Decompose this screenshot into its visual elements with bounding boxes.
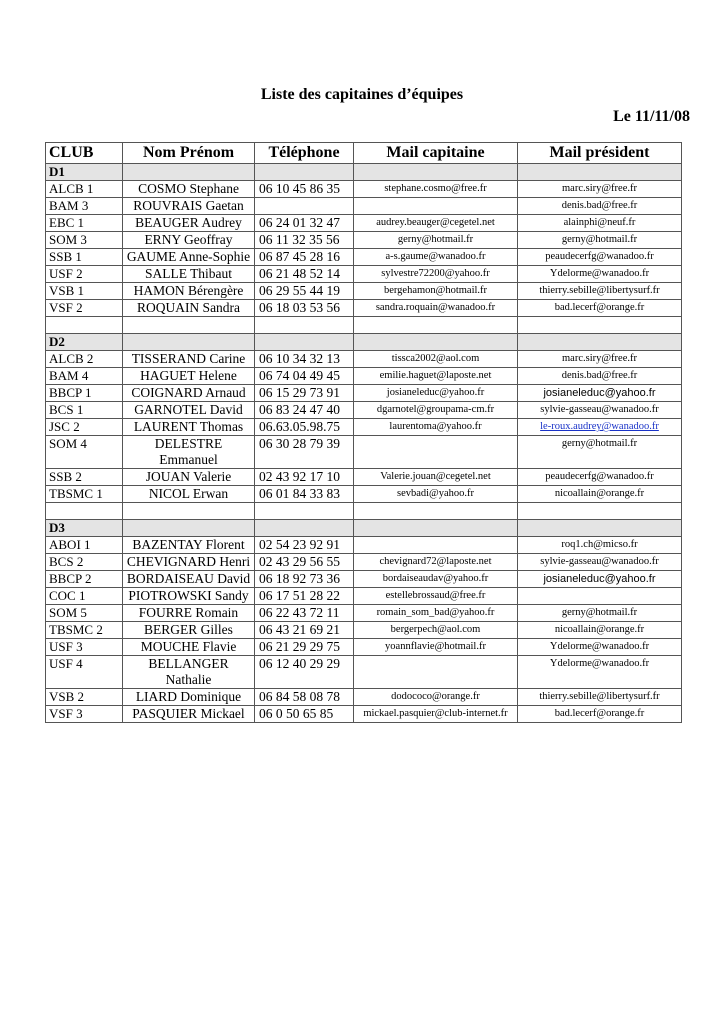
spacer-row <box>46 503 682 520</box>
table-row <box>46 469 682 486</box>
table-row <box>46 706 682 723</box>
name-cell: LAURENT Thomas <box>123 419 255 436</box>
empty-cell <box>255 503 354 520</box>
table-row <box>46 537 682 554</box>
captain-mail-cell: Valerie.jouan@cegetel.net <box>354 469 518 486</box>
empty-cell <box>123 503 255 520</box>
name-cell: HAMON Bérengère <box>123 283 255 300</box>
header-mail-president: Mail président <box>518 143 682 164</box>
name-cell: BAZENTAY Florent <box>123 537 255 554</box>
header-mail-captain: Mail capitaine <box>354 143 518 164</box>
club-cell: USF 3 <box>46 639 123 656</box>
captain-mail-cell: yoannflavie@hotmail.fr <box>354 639 518 656</box>
division-header-row <box>46 334 682 351</box>
table-body <box>46 164 682 723</box>
header-club: CLUB <box>46 143 123 164</box>
phone-cell: 06 0 50 65 85 <box>255 706 354 723</box>
president-mail-cell: bad.lecerf@orange.fr <box>518 706 682 723</box>
captain-mail-cell: bordaiseaudav@yahoo.fr <box>354 571 518 588</box>
captain-mail-cell: josianeleduc@yahoo.fr <box>354 385 518 402</box>
club-cell: BBCP 2 <box>46 571 123 588</box>
table-row <box>46 368 682 385</box>
empty-cell <box>354 164 518 181</box>
name-cell: DELESTRE Emmanuel <box>123 436 255 469</box>
name-cell: LIARD Dominique <box>123 689 255 706</box>
club-cell: SOM 5 <box>46 605 123 622</box>
name-cell: ROUVRAIS Gaetan <box>123 198 255 215</box>
name-cell: COIGNARD Arnaud <box>123 385 255 402</box>
captain-mail-cell <box>354 656 518 689</box>
phone-cell: 06 10 34 32 13 <box>255 351 354 368</box>
president-mail-cell: Ydelorme@wanadoo.fr <box>518 266 682 283</box>
president-mail-cell: marc.siry@free.fr <box>518 351 682 368</box>
club-cell: ABOI 1 <box>46 537 123 554</box>
phone-cell: 02 43 92 17 10 <box>255 469 354 486</box>
empty-cell <box>518 164 682 181</box>
captain-mail-cell: audrey.beauger@cegetel.net <box>354 215 518 232</box>
table-row <box>46 588 682 605</box>
club-cell: BCS 2 <box>46 554 123 571</box>
captain-mail-cell: dgarnotel@groupama-cm.fr <box>354 402 518 419</box>
phone-cell: 06 18 03 53 56 <box>255 300 354 317</box>
phone-cell <box>255 198 354 215</box>
name-cell: SALLE Thibaut <box>123 266 255 283</box>
captain-mail-cell: laurentoma@yahoo.fr <box>354 419 518 436</box>
club-cell: TBSMC 1 <box>46 486 123 503</box>
table-row <box>46 486 682 503</box>
phone-cell: 02 43 29 56 55 <box>255 554 354 571</box>
name-cell: TISSERAND Carine <box>123 351 255 368</box>
captain-mail-cell <box>354 436 518 469</box>
name-cell: CHEVIGNARD Henri <box>123 554 255 571</box>
captain-mail-cell: dodococo@orange.fr <box>354 689 518 706</box>
president-mail-cell: denis.bad@free.fr <box>518 368 682 385</box>
empty-cell <box>354 503 518 520</box>
club-cell: VSB 2 <box>46 689 123 706</box>
captain-mail-cell: sandra.roquain@wanadoo.fr <box>354 300 518 317</box>
phone-cell: 06 84 58 08 78 <box>255 689 354 706</box>
division-header-row <box>46 164 682 181</box>
empty-cell <box>123 164 255 181</box>
table-row <box>46 300 682 317</box>
president-mail-cell: peaudecerfg@wanadoo.fr <box>518 469 682 486</box>
president-mail-cell: gerny@hotmail.fr <box>518 232 682 249</box>
club-cell: BBCP 1 <box>46 385 123 402</box>
club-cell: BAM 3 <box>46 198 123 215</box>
phone-cell: 06 87 45 28 16 <box>255 249 354 266</box>
president-mail-cell: Ydelorme@wanadoo.fr <box>518 639 682 656</box>
captain-mail-cell: stephane.cosmo@free.fr <box>354 181 518 198</box>
captain-mail-cell: emilie.haguet@laposte.net <box>354 368 518 385</box>
club-cell: ALCB 2 <box>46 351 123 368</box>
header-name: Nom Prénom <box>123 143 255 164</box>
table-row <box>46 402 682 419</box>
phone-cell: 06 43 21 69 21 <box>255 622 354 639</box>
phone-cell: 06 21 29 29 75 <box>255 639 354 656</box>
header-phone: Téléphone <box>255 143 354 164</box>
president-mail-cell: josianeleduc@yahoo.fr <box>518 571 682 588</box>
club-cell: COC 1 <box>46 588 123 605</box>
empty-cell <box>255 334 354 351</box>
table-row <box>46 419 682 436</box>
captain-mail-cell: gerny@hotmail.fr <box>354 232 518 249</box>
empty-cell <box>518 334 682 351</box>
empty-cell <box>354 317 518 334</box>
empty-cell <box>123 317 255 334</box>
name-cell: ERNY Geoffray <box>123 232 255 249</box>
president-mail-cell <box>518 419 682 436</box>
president-mail-cell: nicoallain@orange.fr <box>518 486 682 503</box>
president-mail-cell: sylvie-gasseau@wanadoo.fr <box>518 402 682 419</box>
table-row <box>46 232 682 249</box>
club-cell: BAM 4 <box>46 368 123 385</box>
president-mail-cell: thierry.sebille@libertysurf.fr <box>518 689 682 706</box>
name-cell: ROQUAIN Sandra <box>123 300 255 317</box>
empty-cell <box>46 503 123 520</box>
division-label: D2 <box>46 334 123 351</box>
phone-cell: 06 15 29 73 91 <box>255 385 354 402</box>
name-cell: GARNOTEL David <box>123 402 255 419</box>
phone-cell: 06.63.05.98.75 <box>255 419 354 436</box>
phone-cell: 06 12 40 29 29 <box>255 656 354 689</box>
president-mail-cell: Ydelorme@wanadoo.fr <box>518 656 682 689</box>
club-cell: VSF 3 <box>46 706 123 723</box>
table-row <box>46 605 682 622</box>
table-row <box>46 181 682 198</box>
club-cell: VSB 1 <box>46 283 123 300</box>
name-cell: BERGER Gilles <box>123 622 255 639</box>
empty-cell <box>123 520 255 537</box>
president-mail-link[interactable]: le-roux.audrey@wanadoo.fr <box>540 421 659 432</box>
division-label: D3 <box>46 520 123 537</box>
phone-cell: 06 30 28 79 39 <box>255 436 354 469</box>
president-mail-cell: nicoallain@orange.fr <box>518 622 682 639</box>
phone-cell: 06 22 43 72 11 <box>255 605 354 622</box>
president-mail-cell: denis.bad@free.fr <box>518 198 682 215</box>
president-mail-cell: thierry.sebille@libertysurf.fr <box>518 283 682 300</box>
table-row <box>46 571 682 588</box>
table-row <box>46 198 682 215</box>
president-mail-cell: alainphi@neuf.fr <box>518 215 682 232</box>
empty-cell <box>123 334 255 351</box>
name-cell: NICOL Erwan <box>123 486 255 503</box>
president-mail-cell: sylvie-gasseau@wanadoo.fr <box>518 554 682 571</box>
president-mail-cell: gerny@hotmail.fr <box>518 436 682 469</box>
captain-mail-cell <box>354 537 518 554</box>
empty-cell <box>255 520 354 537</box>
empty-cell <box>255 164 354 181</box>
captain-mail-cell: sevbadi@yahoo.fr <box>354 486 518 503</box>
captain-mail-cell: romain_som_bad@yahoo.fr <box>354 605 518 622</box>
captain-mail-cell: chevignard72@laposte.net <box>354 554 518 571</box>
club-cell: SSB 1 <box>46 249 123 266</box>
empty-cell <box>518 520 682 537</box>
president-mail-cell: josianeleduc@yahoo.fr <box>518 385 682 402</box>
captain-mail-cell: sylvestre72200@yahoo.fr <box>354 266 518 283</box>
phone-cell: 06 24 01 32 47 <box>255 215 354 232</box>
empty-cell <box>518 503 682 520</box>
president-mail-cell <box>518 588 682 605</box>
table-header-row <box>46 143 682 164</box>
phone-cell: 06 21 48 52 14 <box>255 266 354 283</box>
club-cell: BCS 1 <box>46 402 123 419</box>
captains-table <box>45 142 682 723</box>
phone-cell: 06 01 84 33 83 <box>255 486 354 503</box>
name-cell: BEAUGER Audrey <box>123 215 255 232</box>
table-row <box>46 622 682 639</box>
table-row <box>46 436 682 469</box>
club-cell: EBC 1 <box>46 215 123 232</box>
table-row <box>46 266 682 283</box>
name-cell: MOUCHE Flavie <box>123 639 255 656</box>
phone-cell: 06 83 24 47 40 <box>255 402 354 419</box>
spacer-row <box>46 317 682 334</box>
empty-cell <box>518 317 682 334</box>
club-cell: SOM 4 <box>46 436 123 469</box>
phone-cell: 06 10 45 86 35 <box>255 181 354 198</box>
name-cell: PASQUIER Mickael <box>123 706 255 723</box>
table-row <box>46 385 682 402</box>
phone-cell: 06 18 92 73 36 <box>255 571 354 588</box>
captain-mail-cell <box>354 198 518 215</box>
president-mail-cell: bad.lecerf@orange.fr <box>518 300 682 317</box>
document-date: Le 11/11/08 <box>613 108 690 125</box>
division-label: D1 <box>46 164 123 181</box>
captain-mail-cell: estellebrossaud@free.fr <box>354 588 518 605</box>
name-cell: BELLANGER Nathalie <box>123 656 255 689</box>
table-row <box>46 249 682 266</box>
captain-mail-cell: tissca2002@aol.com <box>354 351 518 368</box>
name-cell: COSMO Stephane <box>123 181 255 198</box>
table-row <box>46 689 682 706</box>
table-row <box>46 554 682 571</box>
club-cell: SOM 3 <box>46 232 123 249</box>
captain-mail-cell: bergehamon@hotmail.fr <box>354 283 518 300</box>
phone-cell: 06 74 04 49 45 <box>255 368 354 385</box>
phone-cell: 02 54 23 92 91 <box>255 537 354 554</box>
club-cell: USF 4 <box>46 656 123 689</box>
name-cell: BORDAISEAU David <box>123 571 255 588</box>
table-row <box>46 351 682 368</box>
captain-mail-cell: mickael.pasquier@club-internet.fr <box>354 706 518 723</box>
empty-cell <box>354 520 518 537</box>
name-cell: GAUME Anne-Sophie <box>123 249 255 266</box>
club-cell: USF 2 <box>46 266 123 283</box>
empty-cell <box>354 334 518 351</box>
president-mail-cell: gerny@hotmail.fr <box>518 605 682 622</box>
name-cell: HAGUET Helene <box>123 368 255 385</box>
club-cell: SSB 2 <box>46 469 123 486</box>
club-cell: ALCB 1 <box>46 181 123 198</box>
table-row <box>46 215 682 232</box>
president-mail-cell: peaudecerfg@wanadoo.fr <box>518 249 682 266</box>
empty-cell <box>255 317 354 334</box>
phone-cell: 06 29 55 44 19 <box>255 283 354 300</box>
table-row <box>46 656 682 689</box>
table-row <box>46 283 682 300</box>
club-cell: VSF 2 <box>46 300 123 317</box>
empty-cell <box>46 317 123 334</box>
phone-cell: 06 11 32 35 56 <box>255 232 354 249</box>
phone-cell: 06 17 51 28 22 <box>255 588 354 605</box>
name-cell: JOUAN Valerie <box>123 469 255 486</box>
name-cell: PIOTROWSKI Sandy <box>123 588 255 605</box>
captain-mail-cell: a-s.gaume@wanadoo.fr <box>354 249 518 266</box>
captain-mail-cell: bergerpech@aol.com <box>354 622 518 639</box>
club-cell: JSC 2 <box>46 419 123 436</box>
table-row <box>46 639 682 656</box>
president-mail-cell: marc.siry@free.fr <box>518 181 682 198</box>
president-mail-cell: roq1.ch@micso.fr <box>518 537 682 554</box>
division-header-row <box>46 520 682 537</box>
document-title: Liste des capitaines d’équipes <box>260 86 464 103</box>
club-cell: TBSMC 2 <box>46 622 123 639</box>
name-cell: FOURRE Romain <box>123 605 255 622</box>
